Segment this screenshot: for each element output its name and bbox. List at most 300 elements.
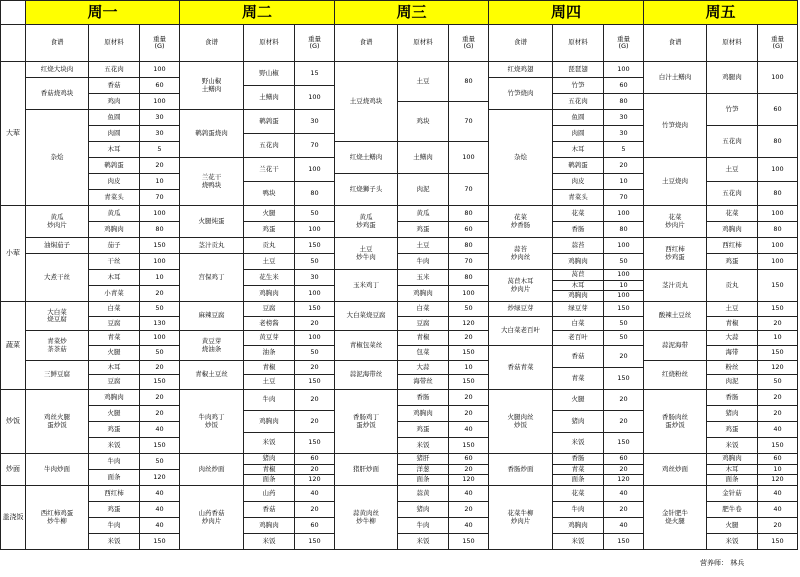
- ingredient-weight: 20: [295, 465, 335, 475]
- ingredient-weight: 100: [449, 142, 489, 174]
- ingredient-weight: 50: [604, 254, 644, 270]
- ingredient-name: 五花肉: [707, 126, 758, 158]
- ingredient-weight: 150: [140, 375, 180, 390]
- dish-name: 牛肉鸡丁 炒饭: [180, 390, 244, 454]
- ingredient-weight: 150: [295, 238, 335, 254]
- dish-name: 黄瓜 炒肉片: [26, 206, 89, 238]
- ingredient-name: 青菜: [89, 331, 140, 346]
- ingredient-name: 鸡蛋: [398, 222, 449, 238]
- dish-name: 茎汁贡丸: [180, 238, 244, 254]
- day-header: 周三: [335, 0, 489, 25]
- ingredient-name: 米饭: [553, 433, 604, 454]
- dish-name: 红烧粉丝: [644, 361, 707, 390]
- ingredient-name: 鸡胸肉: [244, 411, 295, 433]
- ingredient-weight: 50: [449, 302, 489, 317]
- column-header-dish: 食谱: [180, 25, 244, 62]
- dish-name: 兰花干 烧鸭块: [180, 158, 244, 206]
- ingredient-name: 花生米: [244, 270, 295, 286]
- ingredient-name: 火腿: [89, 406, 140, 422]
- ingredient-name: 猪肉: [244, 454, 295, 465]
- ingredient-weight: 60: [295, 454, 335, 465]
- ingredient-name: 面条: [398, 475, 449, 486]
- ingredient-weight: 100: [604, 291, 644, 302]
- dish-name: 玉米鸡丁: [335, 270, 398, 302]
- ingredient-name: 鹌鹑蛋: [553, 158, 604, 174]
- ingredient-weight: 20: [604, 411, 644, 433]
- ingredient-name: 鸡蛋: [398, 422, 449, 438]
- ingredient-weight: 100: [140, 331, 180, 346]
- ingredient-weight: 150: [758, 534, 798, 550]
- ingredient-name: 鱼圆: [89, 110, 140, 126]
- ingredient-weight: 10: [449, 361, 489, 375]
- ingredient-name: 猪肉: [398, 502, 449, 518]
- ingredient-weight: 30: [604, 126, 644, 142]
- ingredient-name: 贡丸: [707, 270, 758, 302]
- ingredient-name: 干丝: [89, 254, 140, 270]
- ingredient-weight: 70: [449, 254, 489, 270]
- ingredient-weight: 60: [604, 78, 644, 94]
- ingredient-name: 蒜黄: [398, 486, 449, 502]
- ingredient-name: 琵琶翅: [553, 62, 604, 78]
- ingredient-name: 面条: [89, 470, 140, 486]
- ingredient-name: 豆腐: [89, 375, 140, 390]
- nutritionist-signature: 营养师： 林兵: [700, 559, 745, 567]
- dish-name: 蒜苔 炒肉丝: [489, 238, 553, 270]
- ingredient-weight: 50: [140, 454, 180, 470]
- ingredient-weight: 20: [449, 331, 489, 346]
- ingredient-name: 肉皮: [89, 174, 140, 190]
- ingredient-name: 鸡胸肉: [244, 518, 295, 534]
- ingredient-weight: 20: [449, 502, 489, 518]
- ingredient-weight: 60: [758, 94, 798, 126]
- dish-name: 红烧大块肉: [26, 62, 89, 78]
- ingredient-name: 花菜: [707, 206, 758, 222]
- ingredient-name: 木耳: [553, 142, 604, 158]
- ingredient-weight: 40: [449, 486, 489, 502]
- ingredient-weight: 80: [449, 62, 489, 102]
- dish-name: 大白菜 烧豆腐: [26, 302, 89, 331]
- ingredient-name: 粉丝: [707, 361, 758, 375]
- dish-name: 蒜泥海带丝: [335, 361, 398, 390]
- dish-name: 西红柿鸡蛋 炒牛柳: [26, 486, 89, 550]
- ingredient-name: 肉皮: [553, 174, 604, 190]
- dish-name: 茎汁贡丸: [644, 270, 707, 302]
- ingredient-name: 猪肉: [707, 406, 758, 422]
- ingredient-weight: 20: [604, 346, 644, 368]
- ingredient-weight: 10: [758, 331, 798, 346]
- ingredient-name: 面条: [244, 475, 295, 486]
- ingredient-weight: 20: [295, 502, 335, 518]
- ingredient-name: 鸡肉: [89, 94, 140, 110]
- dish-name: 蒜泥海带: [644, 331, 707, 361]
- ingredient-name: 香菇: [553, 346, 604, 368]
- ingredient-name: 香肠: [553, 454, 604, 465]
- ingredient-weight: 40: [758, 422, 798, 438]
- ingredient-name: 木耳: [89, 142, 140, 158]
- ingredient-name: 香肠: [398, 390, 449, 406]
- dish-name: 莴苣木耳 炒肉片: [489, 270, 553, 302]
- ingredient-name: 鸡胸肉: [244, 286, 295, 302]
- ingredient-weight: 20: [295, 317, 335, 331]
- ingredient-weight: 40: [140, 422, 180, 438]
- ingredient-name: 土豆: [398, 62, 449, 102]
- dish-name: 红烧土鳝肉: [335, 142, 398, 174]
- ingredient-name: 鸡蛋: [89, 502, 140, 518]
- ingredient-name: 火腿: [553, 390, 604, 411]
- ingredient-weight: 70: [295, 134, 335, 158]
- column-header-weight: 重量 (G): [295, 25, 335, 62]
- column-header-dish: 食谱: [26, 25, 89, 62]
- ingredient-name: 猪肝: [398, 454, 449, 465]
- ingredient-weight: 30: [604, 110, 644, 126]
- ingredient-weight: 40: [449, 422, 489, 438]
- dish-name: 红烧鸡翅: [489, 62, 553, 78]
- ingredient-weight: 50: [295, 206, 335, 222]
- dish-name: 花菜 炒肉片: [644, 206, 707, 238]
- ingredient-name: 山药: [244, 486, 295, 502]
- ingredient-weight: 120: [604, 475, 644, 486]
- ingredient-weight: 120: [449, 317, 489, 331]
- ingredient-weight: 100: [140, 254, 180, 270]
- ingredient-name: 鸡腿肉: [707, 62, 758, 94]
- ingredient-name: 肉圆: [553, 126, 604, 142]
- ingredient-weight: 50: [140, 302, 180, 317]
- ingredient-weight: 70: [140, 190, 180, 206]
- ingredient-weight: 10: [604, 174, 644, 190]
- ingredient-weight: 20: [295, 361, 335, 375]
- ingredient-name: 海带: [707, 346, 758, 361]
- ingredient-weight: 50: [604, 331, 644, 346]
- dish-name: 野山椒 土鳝肉: [180, 62, 244, 110]
- dish-name: 土豆烧鸡块: [335, 62, 398, 142]
- ingredient-name: 米饭: [244, 534, 295, 550]
- ingredient-name: 白菜: [89, 302, 140, 317]
- dish-name: 炒绿豆芽: [489, 302, 553, 317]
- column-header-ingredient: 原材料: [89, 25, 140, 62]
- ingredient-weight: 40: [604, 518, 644, 534]
- ingredient-weight: 5: [604, 142, 644, 158]
- ingredient-name: 五花肉: [707, 182, 758, 206]
- dish-name: 杂烩: [489, 110, 553, 206]
- dish-name: 青菜炒 茶茶菇: [26, 331, 89, 361]
- ingredient-name: 西红柿: [89, 486, 140, 502]
- ingredient-weight: 30: [140, 126, 180, 142]
- ingredient-name: 鱼圆: [553, 110, 604, 126]
- ingredient-name: 青椒: [244, 465, 295, 475]
- ingredient-weight: 80: [758, 126, 798, 158]
- ingredient-name: 老榜酱: [244, 317, 295, 331]
- ingredient-name: 青菜: [553, 465, 604, 475]
- ingredient-name: 黄瓜: [398, 206, 449, 222]
- ingredient-name: 鸡胸肉: [707, 222, 758, 238]
- ingredient-name: 土豆: [244, 254, 295, 270]
- ingredient-name: 大蒜: [707, 331, 758, 346]
- ingredient-weight: 20: [295, 411, 335, 433]
- ingredient-weight: 20: [449, 406, 489, 422]
- day-header: 周五: [644, 0, 798, 25]
- ingredient-name: 青菜头: [89, 190, 140, 206]
- ingredient-weight: 150: [758, 270, 798, 302]
- ingredient-name: 土豆: [244, 375, 295, 390]
- category-label: 炒面: [0, 454, 26, 486]
- ingredient-weight: 150: [295, 302, 335, 317]
- ingredient-weight: 100: [758, 206, 798, 222]
- ingredient-weight: 50: [140, 346, 180, 361]
- ingredient-name: 黄豆芽: [244, 331, 295, 346]
- ingredient-name: 莴苣: [553, 270, 604, 281]
- ingredient-name: 米饭: [89, 438, 140, 454]
- dish-name: 黄豆芽 烧油条: [180, 331, 244, 361]
- ingredient-weight: 50: [295, 254, 335, 270]
- ingredient-name: 鸡胸肉: [553, 291, 604, 302]
- dish-name: 大煮干丝: [26, 254, 89, 302]
- ingredient-name: 鸡蛋: [707, 422, 758, 438]
- ingredient-name: 米饭: [553, 534, 604, 550]
- ingredient-weight: 150: [140, 238, 180, 254]
- ingredient-weight: 80: [758, 222, 798, 238]
- ingredient-weight: 80: [604, 222, 644, 238]
- ingredient-name: 油条: [244, 346, 295, 361]
- ingredient-name: 面条: [707, 475, 758, 486]
- ingredient-weight: 100: [295, 222, 335, 238]
- ingredient-name: 金针菇: [707, 486, 758, 502]
- ingredient-weight: 150: [295, 375, 335, 390]
- ingredient-weight: 100: [140, 62, 180, 78]
- ingredient-weight: 20: [449, 390, 489, 406]
- ingredient-name: 米饭: [244, 433, 295, 454]
- ingredient-name: 贡丸: [244, 238, 295, 254]
- ingredient-weight: 100: [758, 238, 798, 254]
- ingredient-weight: 60: [604, 454, 644, 465]
- dish-name: 香肠炒面: [489, 454, 553, 486]
- dish-name: 花菜 炒香肠: [489, 206, 553, 238]
- ingredient-weight: 100: [758, 158, 798, 182]
- day-header: 周四: [489, 0, 644, 25]
- ingredient-weight: 80: [449, 270, 489, 286]
- dish-name: 鹌鹑蛋烧肉: [180, 110, 244, 158]
- ingredient-weight: 20: [604, 465, 644, 475]
- column-header-dish: 食谱: [335, 25, 398, 62]
- category-label: 大荤: [0, 62, 26, 206]
- ingredient-weight: 150: [604, 433, 644, 454]
- ingredient-weight: 100: [295, 331, 335, 346]
- ingredient-weight: 120: [295, 475, 335, 486]
- ingredient-name: 鸡块: [398, 102, 449, 142]
- dish-name: 麻辣豆腐: [180, 302, 244, 331]
- ingredient-weight: 40: [140, 502, 180, 518]
- ingredient-weight: 130: [140, 317, 180, 331]
- ingredient-name: 香菇: [89, 78, 140, 94]
- ingredient-name: 土鳝肉: [244, 86, 295, 110]
- ingredient-name: 鸡胸肉: [398, 406, 449, 422]
- ingredient-name: 青椒: [707, 317, 758, 331]
- ingredient-weight: 50: [604, 317, 644, 331]
- dish-name: 竹笋烧肉: [489, 78, 553, 110]
- ingredient-weight: 5: [140, 142, 180, 158]
- ingredient-weight: 100: [758, 62, 798, 94]
- ingredient-name: 五花肉: [244, 134, 295, 158]
- dish-name: 西红柿 炒鸡蛋: [644, 238, 707, 270]
- dish-name: 杂烩: [26, 110, 89, 206]
- ingredient-weight: 100: [604, 62, 644, 78]
- dish-name: 大白菜老百叶: [489, 317, 553, 346]
- ingredient-weight: 10: [140, 270, 180, 286]
- ingredient-name: 黄瓜: [89, 206, 140, 222]
- ingredient-weight: 30: [295, 270, 335, 286]
- category-label: 小荤: [0, 206, 26, 302]
- ingredient-weight: 150: [758, 302, 798, 317]
- ingredient-weight: 20: [140, 390, 180, 406]
- ingredient-name: 米饭: [398, 438, 449, 454]
- dish-name: 油焖茄子: [26, 238, 89, 254]
- ingredient-name: 牛肉: [553, 502, 604, 518]
- dish-name: 香肠肉丝 蛋炒饭: [644, 390, 707, 454]
- ingredient-name: 火腿: [89, 346, 140, 361]
- dish-name: 牛肉炒面: [26, 454, 89, 486]
- ingredient-name: 小青菜: [89, 286, 140, 302]
- column-header-ingredient: 原材料: [553, 25, 604, 62]
- column-header-dish: 食谱: [489, 25, 553, 62]
- dish-name: 香菇青菜: [489, 346, 553, 390]
- dish-name: 火腿炖蛋: [180, 206, 244, 238]
- ingredient-weight: 20: [140, 406, 180, 422]
- ingredient-name: 牛肉: [89, 454, 140, 470]
- column-header-weight: 重量 (G): [449, 25, 489, 62]
- ingredient-weight: 120: [140, 470, 180, 486]
- ingredient-name: 玉米: [398, 270, 449, 286]
- ingredient-name: 牛肉: [89, 518, 140, 534]
- ingredient-weight: 20: [140, 286, 180, 302]
- ingredient-name: 鸡胸肉: [398, 286, 449, 302]
- ingredient-name: 蒜苔: [553, 238, 604, 254]
- ingredient-weight: 50: [758, 375, 798, 390]
- ingredient-name: 土鳝肉: [398, 142, 449, 174]
- dish-name: 蒜黄肉丝 炒牛柳: [335, 486, 398, 550]
- ingredient-weight: 100: [758, 254, 798, 270]
- ingredient-name: 鸡蛋: [707, 254, 758, 270]
- ingredient-name: 豆腐: [89, 317, 140, 331]
- category-label: 炒饭: [0, 390, 26, 454]
- ingredient-name: 鸡胸肉: [89, 390, 140, 406]
- ingredient-weight: 70: [449, 102, 489, 142]
- ingredient-weight: 100: [295, 286, 335, 302]
- ingredient-weight: 60: [140, 78, 180, 94]
- ingredient-name: 米饭: [707, 534, 758, 550]
- ingredient-weight: 40: [140, 518, 180, 534]
- ingredient-name: 牛肉: [398, 518, 449, 534]
- ingredient-weight: 100: [604, 270, 644, 281]
- ingredient-name: 白菜: [398, 302, 449, 317]
- ingredient-name: 香肠: [553, 222, 604, 238]
- dish-name: 鸡丝火腿 蛋炒饭: [26, 390, 89, 454]
- ingredient-weight: 150: [140, 438, 180, 454]
- ingredient-name: 肉泥: [398, 174, 449, 206]
- ingredient-weight: 60: [758, 454, 798, 465]
- ingredient-name: 海带丝: [398, 375, 449, 390]
- corner-cell: [0, 0, 26, 25]
- ingredient-weight: 20: [758, 406, 798, 422]
- ingredient-weight: 150: [295, 433, 335, 454]
- ingredient-weight: 150: [758, 438, 798, 454]
- ingredient-name: 野山椒: [244, 62, 295, 86]
- ingredient-name: 竹笋: [553, 78, 604, 94]
- ingredient-weight: 120: [758, 361, 798, 375]
- ingredient-name: 肉泥: [707, 375, 758, 390]
- ingredient-weight: 40: [604, 486, 644, 502]
- ingredient-weight: 100: [604, 238, 644, 254]
- dish-name: 青椒包菜丝: [335, 331, 398, 361]
- ingredient-name: 青菜头: [553, 190, 604, 206]
- ingredient-weight: 80: [140, 222, 180, 238]
- dish-name: 红烧狮子头: [335, 174, 398, 206]
- ingredient-weight: 100: [449, 286, 489, 302]
- day-header: 周一: [26, 0, 180, 25]
- column-header-weight: 重量 (G): [604, 25, 644, 62]
- ingredient-weight: 40: [140, 486, 180, 502]
- ingredient-name: 鹌鹑蛋: [89, 158, 140, 174]
- ingredient-weight: 20: [758, 390, 798, 406]
- ingredient-weight: 30: [295, 110, 335, 134]
- ingredient-name: 土豆: [707, 302, 758, 317]
- ingredient-weight: 100: [140, 94, 180, 110]
- ingredient-weight: 150: [140, 534, 180, 550]
- ingredient-name: 鸭块: [244, 182, 295, 206]
- ingredient-name: 牛肉: [398, 254, 449, 270]
- ingredient-weight: 10: [604, 281, 644, 291]
- ingredient-weight: 15: [295, 62, 335, 86]
- dish-name: 花菜牛柳 炒肉片: [489, 486, 553, 550]
- dish-name: 酸辣土豆丝: [644, 302, 707, 331]
- category-label: 蔬菜: [0, 302, 26, 390]
- ingredient-weight: 150: [604, 534, 644, 550]
- ingredient-name: 青椒: [398, 331, 449, 346]
- ingredient-weight: 150: [604, 368, 644, 390]
- ingredient-weight: 150: [604, 302, 644, 317]
- day-header: 周二: [180, 0, 335, 25]
- dish-name: 黄瓜 炒鸡蛋: [335, 206, 398, 238]
- column-header-ingredient: 原材料: [398, 25, 449, 62]
- ingredient-name: 茄子: [89, 238, 140, 254]
- ingredient-name: 花菜: [553, 206, 604, 222]
- dish-name: 白汁土鳝肉: [644, 62, 707, 94]
- ingredient-name: 绿豆芽: [553, 302, 604, 317]
- corner-header-cell: [0, 25, 26, 62]
- ingredient-weight: 150: [295, 534, 335, 550]
- ingredient-weight: 150: [758, 346, 798, 361]
- ingredient-name: 木耳: [89, 270, 140, 286]
- dish-name: 大白菜烧豆腐: [335, 302, 398, 331]
- ingredient-name: 猪肉: [553, 411, 604, 433]
- ingredient-name: 洋葱: [398, 465, 449, 475]
- dish-name: 青椒土豆丝: [180, 361, 244, 390]
- ingredient-weight: 20: [449, 465, 489, 475]
- ingredient-name: 鸡蛋: [244, 222, 295, 238]
- dish-name: 鸡丝炒面: [644, 454, 707, 486]
- ingredient-weight: 20: [758, 317, 798, 331]
- ingredient-weight: 20: [140, 158, 180, 174]
- ingredient-name: 鹌鹑蛋: [244, 110, 295, 134]
- dish-name: 金针肥牛 烧火腿: [644, 486, 707, 550]
- ingredient-name: 牛肉: [244, 390, 295, 411]
- ingredient-weight: 80: [758, 182, 798, 206]
- ingredient-weight: 60: [449, 222, 489, 238]
- dish-name: 土豆 炒牛肉: [335, 238, 398, 270]
- ingredient-weight: 100: [295, 86, 335, 110]
- ingredient-weight: 60: [295, 518, 335, 534]
- ingredient-name: 鸡胸肉: [553, 254, 604, 270]
- ingredient-weight: 150: [449, 346, 489, 361]
- column-header-weight: 重量 (G): [758, 25, 798, 62]
